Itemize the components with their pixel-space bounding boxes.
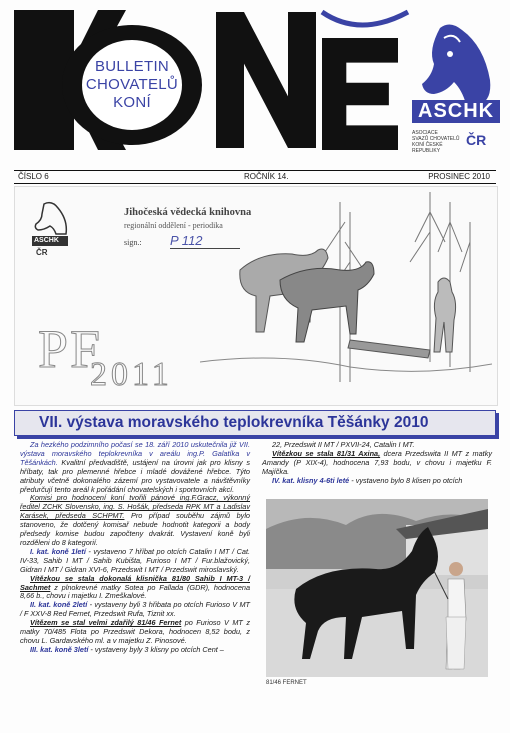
- paragraph-run: - vystaveno bylo 8 klisen po otcích: [349, 475, 463, 485]
- article-paragraph: [262, 477, 492, 486]
- bulletin-line-1: BULLETIN: [94, 58, 170, 75]
- library-stamp-subtitle: regionální oddělení - periodika: [124, 221, 223, 230]
- issue-date: PROSINEC 2010: [428, 172, 490, 181]
- article-left-column: [20, 441, 250, 655]
- paragraph-run: I. kat. koně 1letí: [30, 546, 86, 556]
- pf-greeting: PF: [38, 319, 103, 379]
- paragraph-run: - vystaveno 7 hříbat po otcích Catalin I MT / Cat. IV-33, Sahib I MT / Sahib Kubišta, Furioso I MT / Fur.blažovický, Gidran I MT / Gidran XVI-6, Przedswit I MT / Przedswit miroslavský.: [20, 546, 250, 574]
- paragraph-run: Komisi pro hodnocení koní tvořili pánové ing.F.Gracz, výkonný ředitel ZCHK Slovensko, ing. S. Hošák, předseda RPK MT a Ladislav Karásek, předseda SCHPMT.: [20, 493, 250, 521]
- article-headline: VII. výstava moravského teplokrevníka Těšánky 2010: [39, 414, 429, 431]
- article-paragraph: [20, 548, 250, 575]
- signature-value: P 112: [170, 233, 240, 249]
- article-paragraph: [20, 494, 250, 547]
- paragraph-run: II. kat. koně 2letí: [30, 600, 88, 610]
- volume: ROČNÍK 14.: [244, 172, 289, 181]
- article-paragraph: [20, 601, 250, 619]
- article-paragraph: [20, 619, 250, 646]
- issue-info-bar: [14, 170, 496, 184]
- article-headline-box: [14, 410, 496, 436]
- paragraph-run: - vystaveny byli 3 hřibata po otcích Furioso V MT / F XXV-8 Red Fernet, Przedswit Rufa, Tiznit xx.: [20, 600, 250, 619]
- pf-year: 2011: [90, 356, 173, 393]
- article-paragraph: [20, 646, 250, 655]
- small-logo-country: ČR: [36, 248, 48, 257]
- photo-caption: 81/46 FERNET: [266, 680, 307, 686]
- aschk-full-line-2: SVAZŮ CHOVATELŮ: [412, 136, 460, 142]
- aschk-full-name: [412, 130, 462, 154]
- small-logo-label: ASCHK: [34, 237, 59, 244]
- paragraph-run: Vítězkou se stala dokonalá klisnička 81/80 Sahib I MT-3 / Sachmet: [20, 573, 250, 592]
- logo-letter-e: [322, 38, 398, 150]
- horse-photo: [266, 499, 488, 677]
- paragraph-run: z plnokrevné matky Sotea po Fallada (GDR), hodnocena 8,66 b., chovu i majetku I. Zmeškalové.: [20, 582, 250, 601]
- paragraph-run: Za hezkého podzimního počasí se 18. září 2010 uskutečnila již VII. výstava moravského teplokrevníka v areálu ing.P. Galatíka v Těšánkách.: [20, 440, 250, 467]
- logo-letter-n: [216, 12, 316, 148]
- article-paragraph: [20, 441, 250, 494]
- aschk-label: ASCHK: [412, 100, 500, 123]
- paragraph-run: 22, Przedswit II MT / PXVII-24, Catalin I MT.: [272, 440, 415, 449]
- bulletin-badge: [82, 40, 182, 130]
- bulletin-line-3: KONÍ: [113, 94, 151, 111]
- paragraph-run: po Furioso V MT z matky 70/485 Flota po Przedswit Dekora, hodnocen 8,52 bodu, z chovu L. Gardavského ml. a v majetku Z. Pinosové.: [20, 618, 250, 645]
- paragraph-run: Vítězem se stal velmi zdařilý 81/46 Fernet: [30, 618, 182, 628]
- article-paragraph: [262, 450, 492, 477]
- issue-number: ČÍSLO 6: [18, 172, 49, 181]
- library-stamp-title: Jihočeská vědecká knihovna: [124, 207, 252, 218]
- article-paragraph: [20, 575, 250, 602]
- masthead: [0, 0, 510, 165]
- country-badge: ČR: [466, 132, 487, 148]
- paragraph-run: Vítězkou se stala 81/31 Axina,: [272, 448, 381, 458]
- signature-label: sign.:: [124, 238, 142, 247]
- paragraph-run: III. kat. koně 3letí: [30, 644, 89, 654]
- aschk-full-line-3: KONÍ ČESKÉ REPUBLIKY: [412, 142, 443, 154]
- bulletin-line-2: CHOVATELŮ: [85, 76, 179, 93]
- paragraph-run: - vystaveny byly 3 klisny po otcích Cent –: [88, 644, 224, 654]
- article-right-column: [262, 441, 492, 486]
- paragraph-run: Pro případ souběhu zájmů bylo stanoveno, že dotčený komisař nebude hodnotit kategorii a body předsedy komise budou započteny dvakrát. Vystavení koně byli rozděleni do 8 kategorií.: [20, 511, 250, 547]
- horse-logging-sketch-icon: [200, 192, 492, 396]
- paragraph-run: IV. kat. klisny 4-6ti leté: [272, 475, 350, 485]
- hacek-swoosh-icon: [320, 8, 410, 36]
- paragraph-run: dcera Przedswita II MT z matky Amandy (P XIX-4), hodnocena 7,93 bodu, v chovu i majetku F. Majíčka.: [262, 448, 492, 476]
- paragraph-run: Kvalitní předvadiště, ustájení na úrovni jak pro klisny s hříbaty, tak pro plemenné hřebce i mladé dovážené hřebce. Týto atributy včetně dokonalého zázemí pro vystavovatele a návštěvníky předurčují tento areál k pořádání chovatelských i sportovních akcí.: [20, 457, 250, 494]
- aschk-full-line-1: ASOCIACE: [412, 130, 438, 136]
